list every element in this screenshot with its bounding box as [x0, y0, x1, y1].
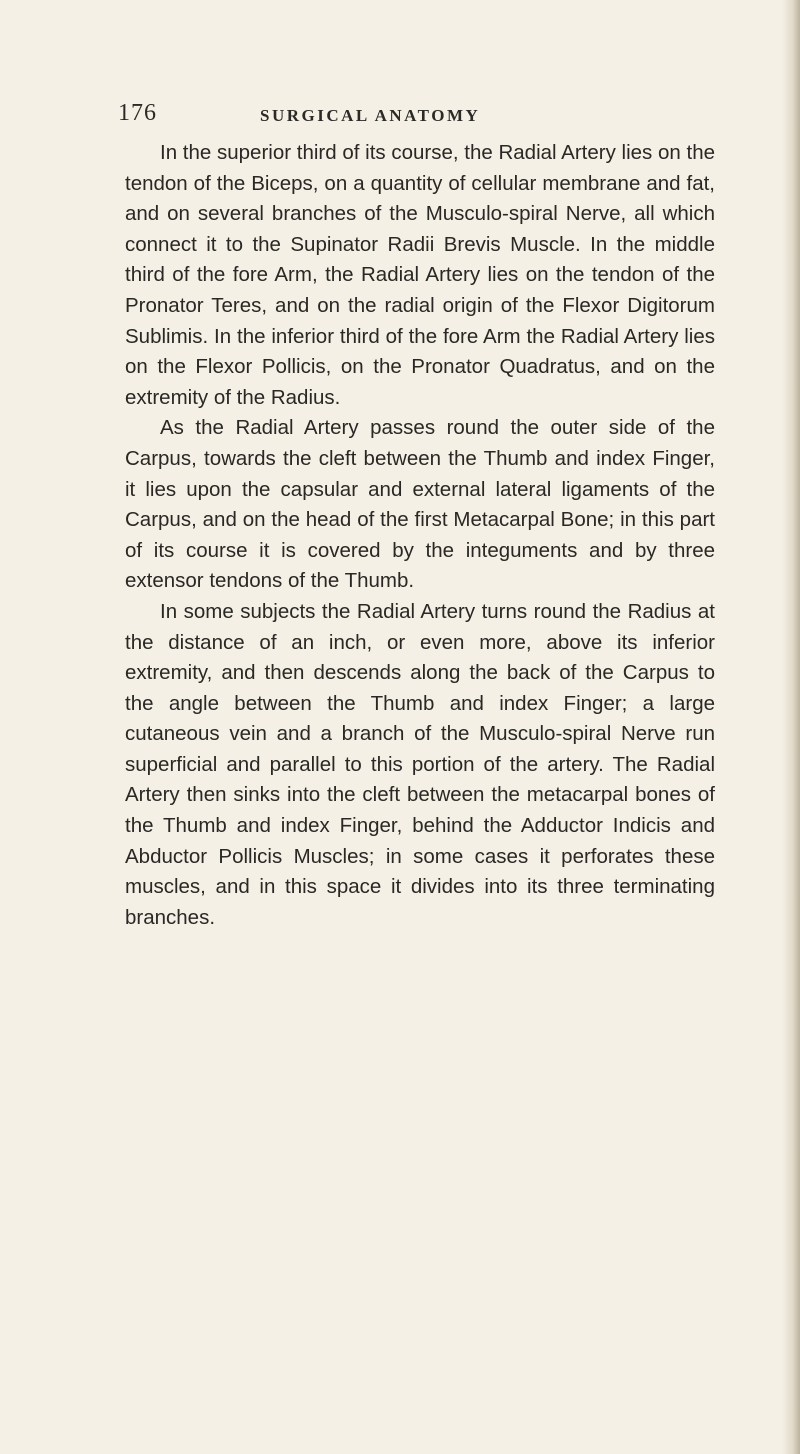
paragraph-3: In some subjects the Radial Artery turns round the Radius at the distance of an inch, or even more, above its inferior extremity, and then descends along the back of the Carpus to the angle between the Thumb and index Finger; a large cutaneous vein and a branch of the Musculo-spiral Nerve run superficial and parallel to this portion of the artery. The Radial Artery then sinks into the cleft between the metacarpal bones of the Thumb and index Finger, behind the Adductor Indicis and Abductor Pollicis Muscles; in some cases it perforates these muscles, and in this space it divides into its three terminating branches.	[125, 599, 715, 929]
running-head: SURGICAL ANATOMY	[260, 106, 481, 125]
page-edge-shadow	[782, 0, 800, 1454]
body-text	[125, 138, 715, 933]
page-number: 176	[118, 100, 157, 126]
paragraph-1: In the superior third of its course, the Radial Artery lies on the tendon of the Biceps, on a quantity of cellular membrane and fat, and on several branches of the Musculo-spiral Nerve, all which connect it to the Supinator Radii Brevis Muscle. In the middle third of the fore Arm, the Radial Artery lies on the tendon of the Pronator Teres, and on the radial origin of the Flexor Digitorum Sublimis. In the inferior third of the fore Arm the Radial Artery lies on the Flexor Pollicis, on the Pronator Quadratus, and on the extremity of the Radius.	[125, 141, 715, 409]
paragraph-2: As the Radial Artery passes round the outer side of the Carpus, towards the cleft between the Thumb and index Finger, it lies upon the capsular and external lateral ligaments of the Carpus, and on the head of the first Metacarpal Bone; in this part of its course it is covered by the integuments and by three extensor tendons of the Thumb.	[125, 416, 715, 593]
page-header	[118, 100, 678, 134]
